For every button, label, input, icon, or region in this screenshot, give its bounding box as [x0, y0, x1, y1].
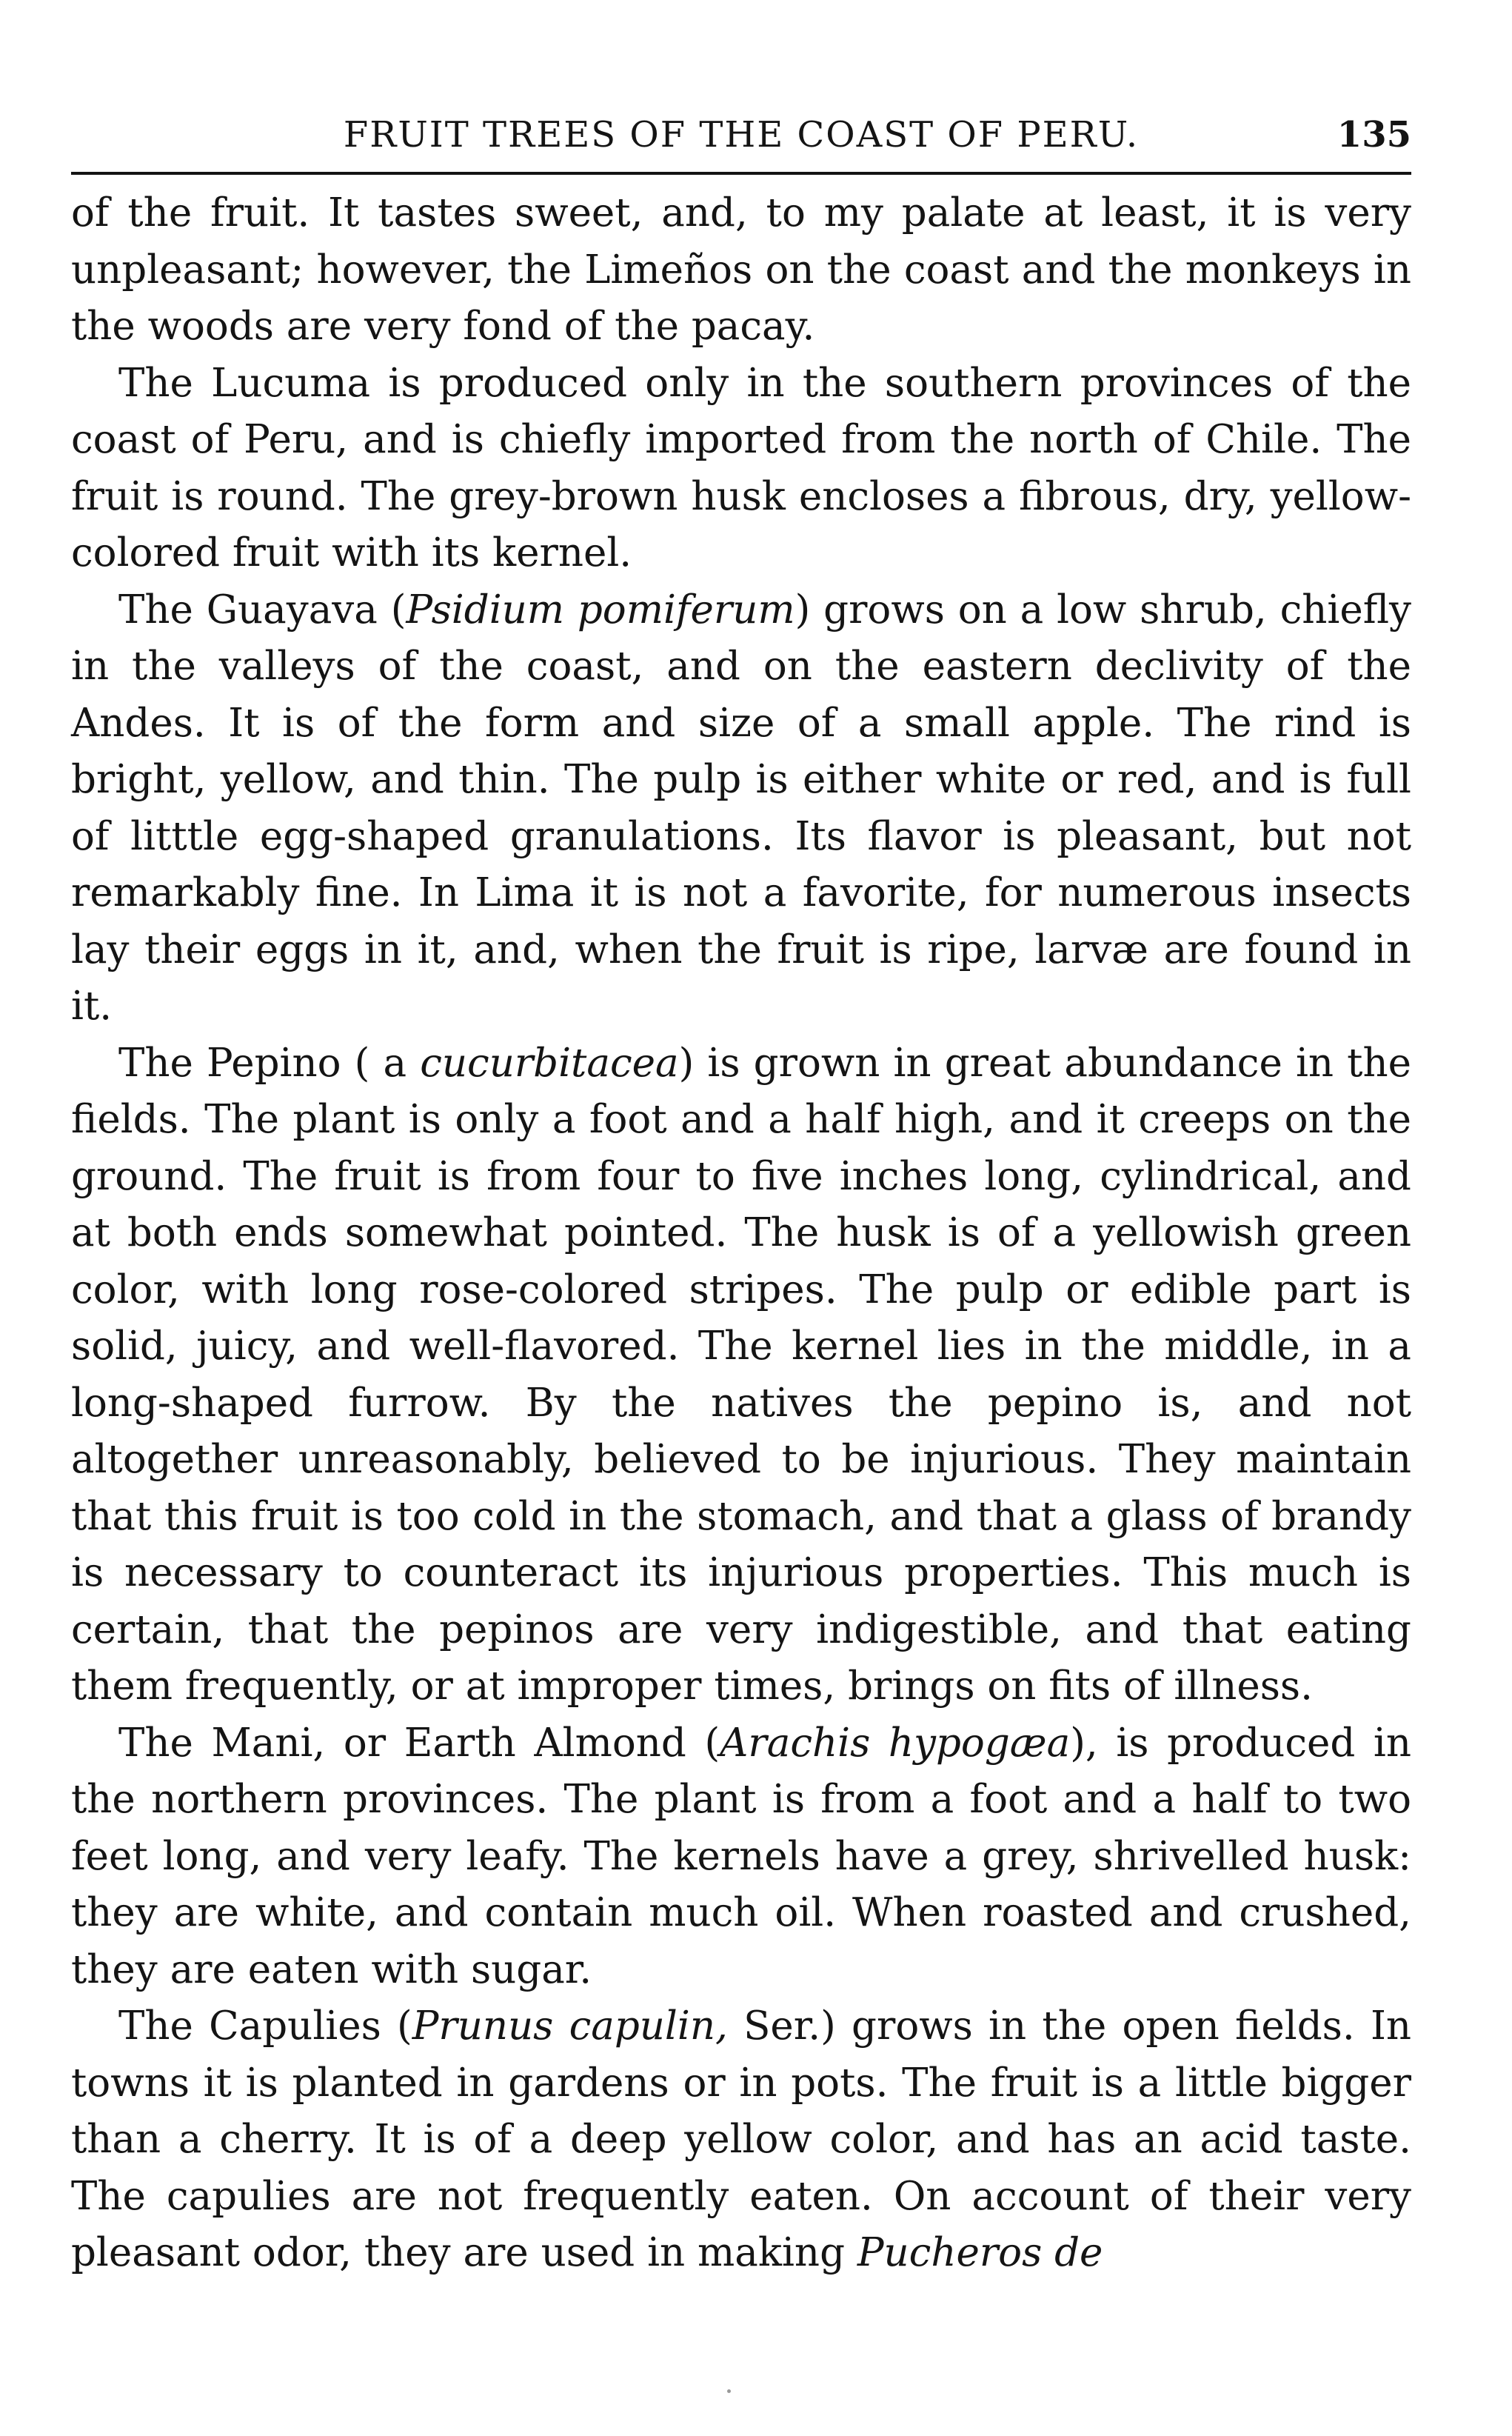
text-run: of the fruit. It tastes sweet, and, to my palate at least, it is very unpleasant; however, the Limeños on the coast and the monkeys in the woods are very fond of the pacay. — [71, 190, 1411, 349]
running-head — [71, 111, 1411, 158]
text-run: The Pepino ( a — [118, 1040, 421, 1086]
text-run: Ser.) grows in the open fields. In towns it is planted in gardens or in pots. The fruit is a little bigger than a cherry. It is of a deep yellow color, and has an acid taste. The capulies are not frequently eaten. On account of their very pleasant odor, they are used in making — [71, 2003, 1412, 2275]
italic-term: Psidium pomiferum — [406, 587, 795, 633]
paragraph-3 — [71, 582, 1411, 1035]
paragraph-6 — [71, 1998, 1411, 2282]
text-run: ) grows on a low shrub, chiefly in the valleys of the coast, and on the eastern declivity of the Andes. It is of the form and size of a small apple. The rind is bright, yellow, and thin. The pulp is either white or red, and is full of litttle egg-shaped granulations. Its flavor is pleasant, but not remarkably fine. In Lima it is not a favorite, for numerous insects lay their eggs in it, and, when the fruit is ripe, larvæ are found in it. — [71, 587, 1411, 1029]
body-text — [71, 185, 1411, 2282]
text-run: The Lucuma is produced only in the southern provinces of the coast of Peru, and is chiefly imported from the north of Chile. The fruit is round. The grey-brown husk encloses a fibrous, dry, yellow-colored fruit with its kernel. — [71, 360, 1411, 575]
text-run: The Guayava ( — [118, 587, 407, 633]
header-rule — [71, 172, 1411, 175]
paragraph-5 — [71, 1715, 1411, 1999]
italic-term: Prunus capulin, — [412, 2003, 728, 2049]
italic-term: Arachis hypogæa — [720, 1720, 1071, 1766]
paragraph-1 — [71, 185, 1411, 356]
book-page — [71, 111, 1411, 2282]
text-run: ) is grown in great abundance in the fields. The plant is only a foot and a half high, and it creeps on the ground. The fruit is from four to five inches long, cylindrical, and at both ends somewhat pointed. The husk is of a yellowish green color, with long rose-colored stripes. The pulp or edible part is solid, juicy, and well-flavored. The kernel lies in the middle, in a long-shaped furrow. By the natives the pepino is, and not altogether unreasonably, believed to be injurious. They maintain that this fruit is too cold in the stomach, and that a glass of brandy is necessary to counteract its injurious properties. This much is certain, that the pepinos are very indigestible, and that eating them frequently, or at improper times, brings on fits of illness. — [71, 1040, 1411, 1709]
text-run: ), is produced in the northern provinces. The plant is from a foot and a half to two feet long, and very leafy. The kernels have a grey, shrivelled husk: they are white, and contain much oil. When roasted and crushed, they are eaten with sugar. — [71, 1720, 1411, 1992]
italic-term: Pucheros de — [857, 2230, 1103, 2275]
page-number: 135 — [1337, 114, 1411, 156]
text-run: The Capulies ( — [118, 2003, 412, 2049]
running-title: FRUIT TREES OF THE COAST OF PERU. — [343, 114, 1140, 156]
page-speck — [727, 2389, 731, 2393]
text-run: The Mani, or Earth Almond ( — [118, 1720, 720, 1766]
italic-term: cucurbitacea — [420, 1040, 679, 1086]
paragraph-4 — [71, 1035, 1411, 1715]
paragraph-2 — [71, 356, 1411, 582]
